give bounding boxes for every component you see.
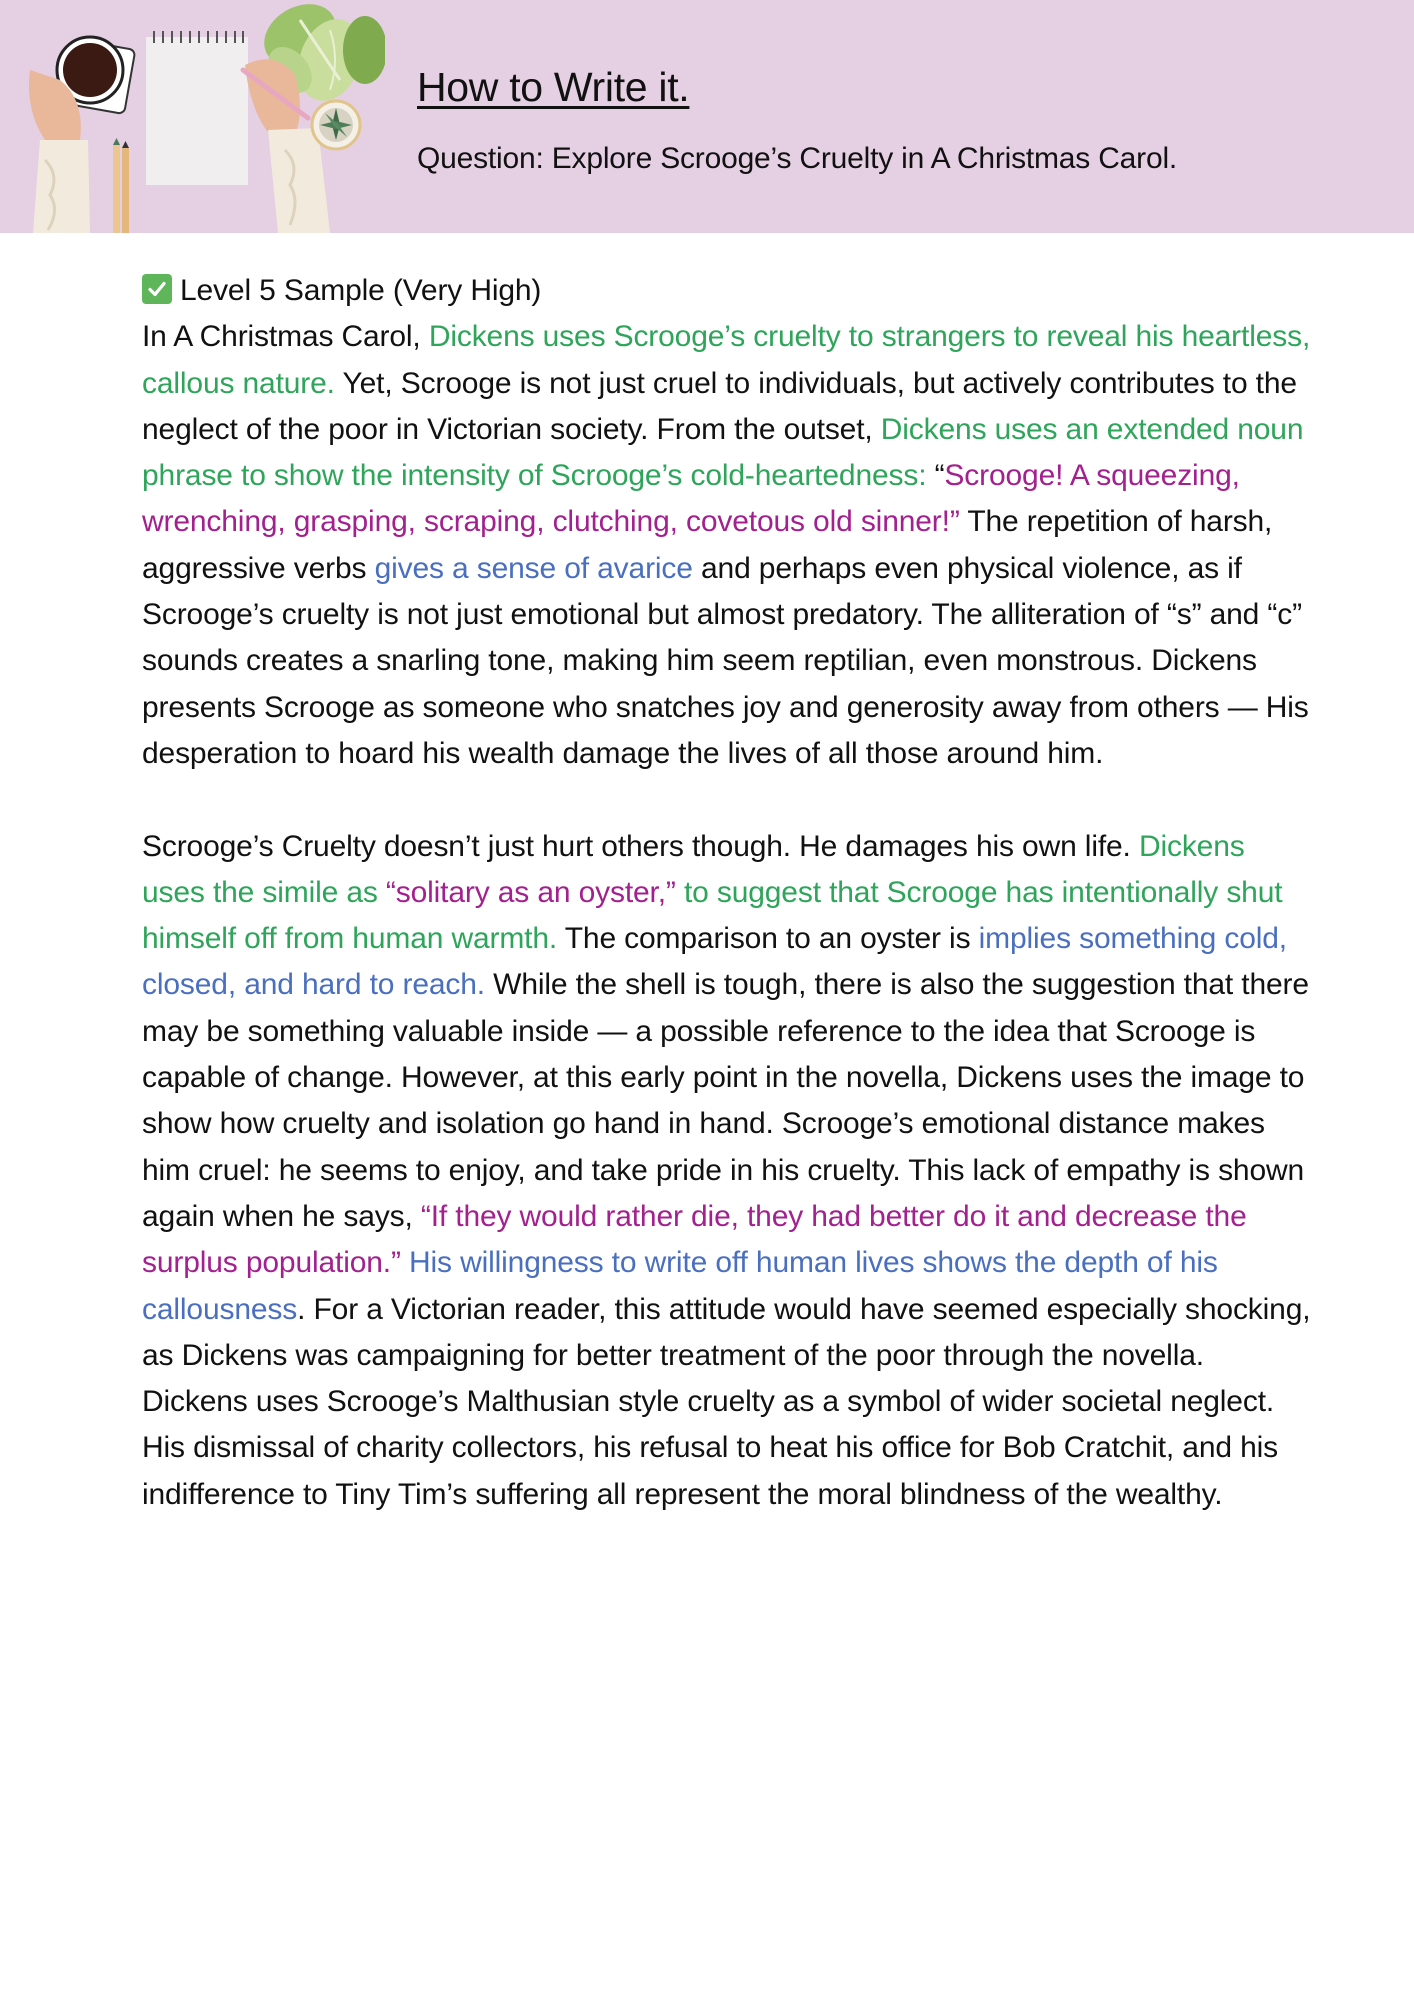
level-label: Level 5 Sample (Very High) [180, 274, 542, 307]
page-title: How to Write it. [417, 64, 690, 110]
text-segment: and perhaps even physical violence, as if Scrooge’s cruelty is not just emotional but almost predatory. The alliteration of “s” and “c” sounds creates a snarling tone, making him seem reptilian, even monstrous. Dickens presents Scrooge as someone who snatches joy and generosity away from others — His desperation to hoard his wealth damage the lives of all those around him. [142, 551, 1309, 770]
point-segment: Dickens uses the simile as [142, 829, 1245, 909]
text-segment: Scrooge’s Cruelty doesn’t just hurt others though. He damages his own life. [142, 829, 1139, 863]
point-segment: Dickens uses an extended noun phrase to show the intensity of Scrooge’s cold-heartedness: [142, 412, 1304, 493]
desk-flatlay-illustration [0, 0, 385, 233]
notepad-icon [146, 31, 248, 185]
analysis-segment: implies something cold, closed, and hard to reach. [142, 922, 1287, 1002]
text-segment: “ [934, 459, 945, 493]
sample-heading [142, 268, 1312, 314]
text-segment: Yet, Scrooge is not just cruel to individuals, but actively contributes to the neglect of the poor in Victorian society. From the outset, [142, 366, 1297, 446]
text-segment: . For a Victorian reader, this attitude would have seemed especially shocking, as Dickens was campaigning for better treatment of the poor through the novella. Dickens uses Scrooge’s Malthusian style cruelty as a symbol of wider societal neglect. His dismissal of charity collectors, his refusal to heat his office for Bob Cratchit, and his indifference to Tiny Tim’s suffering all represent the moral blindness of the wealthy. [142, 1292, 1311, 1511]
text-segment: The repetition of harsh, aggressive verbs [142, 505, 1273, 585]
quote-segment: “solitary as an oyster,” [385, 875, 676, 909]
succulent-icon [312, 101, 360, 149]
point-segment: Dickens uses Scrooge’s cruelty to strangers to reveal his heartless, callous nature. [142, 320, 1311, 400]
page-header [0, 0, 1414, 233]
sample-answer [142, 268, 1312, 1518]
paragraph-2 [142, 824, 1312, 1518]
quote-segment: “If they would rather die, they had better do it and decrease the surplus population.” [142, 1199, 1247, 1280]
question-prompt: Question: Explore Scrooge’s Cruelty in A Christmas Carol. [417, 142, 1178, 175]
coffee-cup-icon [29, 37, 135, 140]
text-segment: The comparison to an oyster is [557, 922, 979, 956]
quote-segment: Scrooge! A squeezing, wrenching, grasping, scraping, clutching, covetous old sinner!” [142, 459, 1240, 539]
text-segment: In A Christmas Carol, [142, 320, 429, 354]
paragraph-gap [142, 777, 1312, 823]
point-segment: to suggest that Scrooge has intentionally shut himself off from human warmth. [142, 875, 1283, 956]
text-segment: While the shell is tough, there is also the suggestion that there may be something valuable inside — a possible reference to the idea that Scrooge is capable of change. However, at this early point in the novella, Dickens uses the image to show how cruelty and isolation go hand in hand. Scrooge’s emotional distance makes him cruel: he seems to enjoy, and take pride in his cruelty. This lack of empathy is shown again when he says, [142, 968, 1309, 1233]
analysis-segment: gives a sense of avarice [374, 551, 693, 585]
paragraph-1 [142, 314, 1312, 777]
check-mark-icon [142, 274, 172, 304]
analysis-segment: His willingness to write off human lives shows the depth of his callousness [142, 1246, 1218, 1326]
